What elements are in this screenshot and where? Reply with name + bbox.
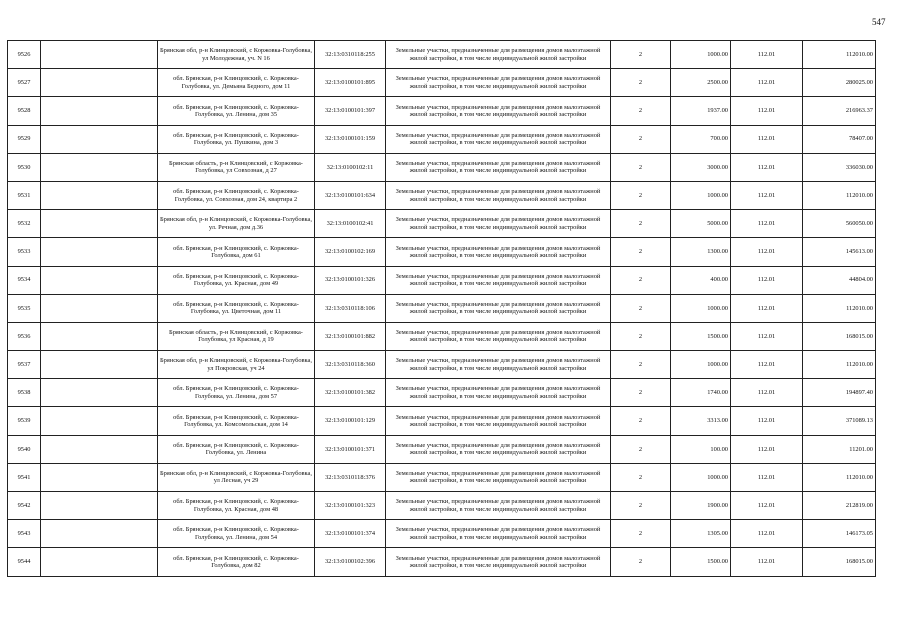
row-number-cell: 9529 <box>8 125 41 153</box>
empty-cell <box>41 492 158 520</box>
rate-cell: 112.01 <box>731 407 803 435</box>
address-cell: обл. Брянская, р-н Клинцовский, с. Коржовка-Голубовка, ул. Цветочная, дом 11 <box>158 294 315 322</box>
area-cell: 5000.00 <box>671 210 731 238</box>
cadastral-value-cell: 560050.00 <box>803 210 876 238</box>
land-use-cell: Земельные участки, предназначенные для размещения домов малоэтажной жилой застройки, в том числе индивидуальной жилой застройки <box>386 463 611 491</box>
cadastral-number-cell: 32:13:0100101:326 <box>315 266 386 294</box>
row-number-cell: 9528 <box>8 97 41 125</box>
category-cell: 2 <box>611 351 671 379</box>
cadastral-number-cell: 32:13:0310118:255 <box>315 41 386 69</box>
cadastral-value-cell: 168015.00 <box>803 548 876 576</box>
row-number-cell: 9538 <box>8 379 41 407</box>
category-cell: 2 <box>611 322 671 350</box>
area-cell: 1500.00 <box>671 322 731 350</box>
row-number-cell: 9530 <box>8 153 41 181</box>
land-use-cell: Земельные участки, предназначенные для размещения домов малоэтажной жилой застройки, в том числе индивидуальной жилой застройки <box>386 41 611 69</box>
land-use-cell: Земельные участки, предназначенные для размещения домов малоэтажной жилой застройки, в том числе индивидуальной жилой застройки <box>386 294 611 322</box>
empty-cell <box>41 463 158 491</box>
row-number-cell: 9537 <box>8 351 41 379</box>
empty-cell <box>41 125 158 153</box>
area-cell: 700.00 <box>671 125 731 153</box>
empty-cell <box>41 181 158 209</box>
cadastral-number-cell: 32:13:0100102:11 <box>315 153 386 181</box>
empty-cell <box>41 41 158 69</box>
address-cell: Брянская область, р-н Клинцовский, с Коржовка-Голубовка, ул Совхозная, д 27 <box>158 153 315 181</box>
cadastral-number-cell: 32:13:0100102:396 <box>315 548 386 576</box>
empty-cell <box>41 210 158 238</box>
category-cell: 2 <box>611 181 671 209</box>
table-body <box>8 41 876 577</box>
address-cell: обл. Брянская, р-н Клинцовский, с. Коржовка-Голубовка, ул. Совхозная, дом 24, квартира 2 <box>158 181 315 209</box>
row-number-cell: 9543 <box>8 520 41 548</box>
area-cell: 1000.00 <box>671 181 731 209</box>
empty-cell <box>41 379 158 407</box>
area-cell: 1000.00 <box>671 41 731 69</box>
rate-cell: 112.01 <box>731 238 803 266</box>
cadastral-value-cell: 280025.00 <box>803 69 876 97</box>
table-row <box>8 520 876 548</box>
cadastral-value-cell: 146173.05 <box>803 520 876 548</box>
rate-cell: 112.01 <box>731 379 803 407</box>
land-use-cell: Земельные участки, предназначенные для размещения домов малоэтажной жилой застройки, в том числе индивидуальной жилой застройки <box>386 97 611 125</box>
address-cell: Брянская область, р-н Клинцовский, с Коржовка-Голубовка, ул Красная, д 19 <box>158 322 315 350</box>
empty-cell <box>41 294 158 322</box>
cadastral-number-cell: 32:13:0100101:323 <box>315 492 386 520</box>
cadastral-number-cell: 32:13:0100102:169 <box>315 238 386 266</box>
table-row <box>8 181 876 209</box>
cadastral-number-cell: 32:13:0100101:159 <box>315 125 386 153</box>
empty-cell <box>41 548 158 576</box>
row-number-cell: 9544 <box>8 548 41 576</box>
table-row <box>8 97 876 125</box>
rate-cell: 112.01 <box>731 435 803 463</box>
cadastral-number-cell: 32:13:0100102:41 <box>315 210 386 238</box>
cadastral-number-cell: 32:13:0310118:376 <box>315 463 386 491</box>
table-row <box>8 153 876 181</box>
empty-cell <box>41 97 158 125</box>
cadastral-number-cell: 32:13:0100101:397 <box>315 97 386 125</box>
cadastral-number-cell: 32:13:0310118:106 <box>315 294 386 322</box>
rate-cell: 112.01 <box>731 520 803 548</box>
cadastral-value-cell: 112010.00 <box>803 463 876 491</box>
row-number-cell: 9534 <box>8 266 41 294</box>
cadastral-value-cell: 44804.00 <box>803 266 876 294</box>
cadastral-value-cell: 78407.00 <box>803 125 876 153</box>
row-number-cell: 9540 <box>8 435 41 463</box>
rate-cell: 112.01 <box>731 41 803 69</box>
address-cell: Брянская обл, р-н Клинцовский, с Коржовка-Голубовка, ул Лесная, уч 29 <box>158 463 315 491</box>
cadastral-value-table <box>7 40 876 577</box>
row-number-cell: 9536 <box>8 322 41 350</box>
land-use-cell: Земельные участки, предназначенные для размещения домов малоэтажной жилой застройки, в том числе индивидуальной жилой застройки <box>386 407 611 435</box>
cadastral-number-cell: 32:13:0100101:371 <box>315 435 386 463</box>
area-cell: 100.00 <box>671 435 731 463</box>
category-cell: 2 <box>611 520 671 548</box>
row-number-cell: 9526 <box>8 41 41 69</box>
area-cell: 2500.00 <box>671 69 731 97</box>
address-cell: Брянская обл, р-н Клинцовский, с Коржовка-Голубовка, ул Молодежная, уч. N 16 <box>158 41 315 69</box>
area-cell: 1740.00 <box>671 379 731 407</box>
empty-cell <box>41 153 158 181</box>
category-cell: 2 <box>611 379 671 407</box>
rate-cell: 112.01 <box>731 125 803 153</box>
area-cell: 1900.00 <box>671 492 731 520</box>
cadastral-number-cell: 32:13:0100101:382 <box>315 379 386 407</box>
area-cell: 1000.00 <box>671 351 731 379</box>
category-cell: 2 <box>611 210 671 238</box>
empty-cell <box>41 520 158 548</box>
empty-cell <box>41 266 158 294</box>
category-cell: 2 <box>611 97 671 125</box>
rate-cell: 112.01 <box>731 492 803 520</box>
land-use-cell: Земельные участки, предназначенные для размещения домов малоэтажной жилой застройки, в том числе индивидуальной жилой застройки <box>386 69 611 97</box>
cadastral-number-cell: 32:13:0100101:882 <box>315 322 386 350</box>
table-row <box>8 294 876 322</box>
category-cell: 2 <box>611 548 671 576</box>
category-cell: 2 <box>611 463 671 491</box>
address-cell: обл. Брянская, р-н Клинцовский, с. Коржовка-Голубовка, ул. Ленина, дом 57 <box>158 379 315 407</box>
address-cell: Брянская обл, р-н Клинцовский, с Коржовка-Голубовка, ул Покровская, уч 24 <box>158 351 315 379</box>
table-row <box>8 210 876 238</box>
rate-cell: 112.01 <box>731 153 803 181</box>
address-cell: обл. Брянская, р-н Клинцовский, с. Коржовка-Голубовка, ул. Ленина <box>158 435 315 463</box>
area-cell: 400.00 <box>671 266 731 294</box>
table-row <box>8 322 876 350</box>
row-number-cell: 9533 <box>8 238 41 266</box>
row-number-cell: 9531 <box>8 181 41 209</box>
land-use-cell: Земельные участки, предназначенные для размещения домов малоэтажной жилой застройки, в том числе индивидуальной жилой застройки <box>386 181 611 209</box>
table-row <box>8 379 876 407</box>
category-cell: 2 <box>611 435 671 463</box>
land-use-cell: Земельные участки, предназначенные для размещения домов малоэтажной жилой застройки, в том числе индивидуальной жилой застройки <box>386 322 611 350</box>
table-row <box>8 435 876 463</box>
cadastral-value-cell: 11201.00 <box>803 435 876 463</box>
cadastral-value-cell: 112010.00 <box>803 294 876 322</box>
area-cell: 1937.00 <box>671 97 731 125</box>
cadastral-value-cell: 145613.00 <box>803 238 876 266</box>
address-cell: обл. Брянская, р-н Клинцовский, с. Коржовка-Голубовка, ул. Красная, дом 49 <box>158 266 315 294</box>
area-cell: 1300.00 <box>671 238 731 266</box>
address-cell: обл. Брянская, р-н Клинцовский, с. Коржовка-Голубовка, ул. Ленина, дом 54 <box>158 520 315 548</box>
row-number-cell: 9532 <box>8 210 41 238</box>
land-use-cell: Земельные участки, предназначенные для размещения домов малоэтажной жилой застройки, в том числе индивидуальной жилой застройки <box>386 548 611 576</box>
rate-cell: 112.01 <box>731 463 803 491</box>
land-use-cell: Земельные участки, предназначенные для размещения домов малоэтажной жилой застройки, в том числе индивидуальной жилой застройки <box>386 238 611 266</box>
empty-cell <box>41 238 158 266</box>
category-cell: 2 <box>611 41 671 69</box>
land-use-cell: Земельные участки, предназначенные для размещения домов малоэтажной жилой застройки, в том числе индивидуальной жилой застройки <box>386 351 611 379</box>
cadastral-value-cell: 216963.37 <box>803 97 876 125</box>
row-number-cell: 9542 <box>8 492 41 520</box>
area-cell: 1000.00 <box>671 463 731 491</box>
category-cell: 2 <box>611 266 671 294</box>
category-cell: 2 <box>611 238 671 266</box>
land-use-cell: Земельные участки, предназначенные для размещения домов малоэтажной жилой застройки, в том числе индивидуальной жилой застройки <box>386 210 611 238</box>
land-use-cell: Земельные участки, предназначенные для размещения домов малоэтажной жилой застройки, в том числе индивидуальной жилой застройки <box>386 435 611 463</box>
cadastral-value-cell: 212819.00 <box>803 492 876 520</box>
row-number-cell: 9539 <box>8 407 41 435</box>
cadastral-value-cell: 194897.40 <box>803 379 876 407</box>
address-cell: обл. Брянская, р-н Клинцовский, с. Коржовка-Голубовка, ул. Пушкина, дом 3 <box>158 125 315 153</box>
table-row <box>8 351 876 379</box>
land-use-cell: Земельные участки, предназначенные для размещения домов малоэтажной жилой застройки, в том числе индивидуальной жилой застройки <box>386 520 611 548</box>
cadastral-number-cell: 32:13:0100101:895 <box>315 69 386 97</box>
rate-cell: 112.01 <box>731 548 803 576</box>
area-cell: 1305.00 <box>671 520 731 548</box>
area-cell: 3000.00 <box>671 153 731 181</box>
table-row <box>8 266 876 294</box>
table-row <box>8 41 876 69</box>
land-use-cell: Земельные участки, предназначенные для размещения домов малоэтажной жилой застройки, в том числе индивидуальной жилой застройки <box>386 492 611 520</box>
table-row <box>8 463 876 491</box>
table-row <box>8 492 876 520</box>
category-cell: 2 <box>611 407 671 435</box>
category-cell: 2 <box>611 125 671 153</box>
address-cell: обл. Брянская, р-н Клинцовский, с. Коржовка-Голубовка, ул. Ленина, дом 35 <box>158 97 315 125</box>
area-cell: 1000.00 <box>671 294 731 322</box>
land-use-cell: Земельные участки, предназначенные для размещения домов малоэтажной жилой застройки, в том числе индивидуальной жилой застройки <box>386 153 611 181</box>
cadastral-value-cell: 112010.00 <box>803 41 876 69</box>
cadastral-value-cell: 112010.00 <box>803 351 876 379</box>
rate-cell: 112.01 <box>731 97 803 125</box>
area-cell: 3313.00 <box>671 407 731 435</box>
table-row <box>8 548 876 576</box>
land-use-cell: Земельные участки, предназначенные для размещения домов малоэтажной жилой застройки, в том числе индивидуальной жилой застройки <box>386 379 611 407</box>
rate-cell: 112.01 <box>731 69 803 97</box>
empty-cell <box>41 435 158 463</box>
rate-cell: 112.01 <box>731 266 803 294</box>
rate-cell: 112.01 <box>731 322 803 350</box>
rate-cell: 112.01 <box>731 181 803 209</box>
cadastral-value-cell: 336030.00 <box>803 153 876 181</box>
category-cell: 2 <box>611 153 671 181</box>
address-cell: обл. Брянская, р-н Клинцовский, с. Коржовка-Голубовка, дом 61 <box>158 238 315 266</box>
address-cell: обл. Брянская, р-н Клинцовский, с. Коржовка-Голубовка, ул. Красная, дом 48 <box>158 492 315 520</box>
rate-cell: 112.01 <box>731 210 803 238</box>
empty-cell <box>41 407 158 435</box>
rate-cell: 112.01 <box>731 351 803 379</box>
area-cell: 1500.00 <box>671 548 731 576</box>
table-row <box>8 407 876 435</box>
cadastral-value-cell: 371089.13 <box>803 407 876 435</box>
table-row <box>8 69 876 97</box>
cadastral-value-cell: 112010.00 <box>803 181 876 209</box>
address-cell: обл. Брянская, р-н Клинцовский, с. Коржовка-Голубовка, ул. Демьяна Бедного, дом 11 <box>158 69 315 97</box>
address-cell: Брянская обл, р-н Клинцовский, с Коржовка-Голубовка, ул. Речная, дом д.36 <box>158 210 315 238</box>
empty-cell <box>41 351 158 379</box>
cadastral-number-cell: 32:13:0100101:634 <box>315 181 386 209</box>
land-use-cell: Земельные участки, предназначенные для размещения домов малоэтажной жилой застройки, в том числе индивидуальной жилой застройки <box>386 266 611 294</box>
row-number-cell: 9527 <box>8 69 41 97</box>
table-row <box>8 238 876 266</box>
category-cell: 2 <box>611 69 671 97</box>
page-number: 547 <box>872 17 886 27</box>
cadastral-number-cell: 32:13:0100101:129 <box>315 407 386 435</box>
cadastral-value-cell: 168015.00 <box>803 322 876 350</box>
rate-cell: 112.01 <box>731 294 803 322</box>
table-row <box>8 125 876 153</box>
address-cell: обл. Брянская, р-н Клинцовский, с. Коржовка-Голубовка, ул. Комсомольская, дом 14 <box>158 407 315 435</box>
land-use-cell: Земельные участки, предназначенные для размещения домов малоэтажной жилой застройки, в том числе индивидуальной жилой застройки <box>386 125 611 153</box>
empty-cell <box>41 322 158 350</box>
cadastral-number-cell: 32:13:0100101:374 <box>315 520 386 548</box>
category-cell: 2 <box>611 492 671 520</box>
row-number-cell: 9541 <box>8 463 41 491</box>
row-number-cell: 9535 <box>8 294 41 322</box>
category-cell: 2 <box>611 294 671 322</box>
empty-cell <box>41 69 158 97</box>
address-cell: обл. Брянская, р-н Клинцовский, с. Коржовка-Голубовка, дом 82 <box>158 548 315 576</box>
cadastral-number-cell: 32:13:0310118:360 <box>315 351 386 379</box>
